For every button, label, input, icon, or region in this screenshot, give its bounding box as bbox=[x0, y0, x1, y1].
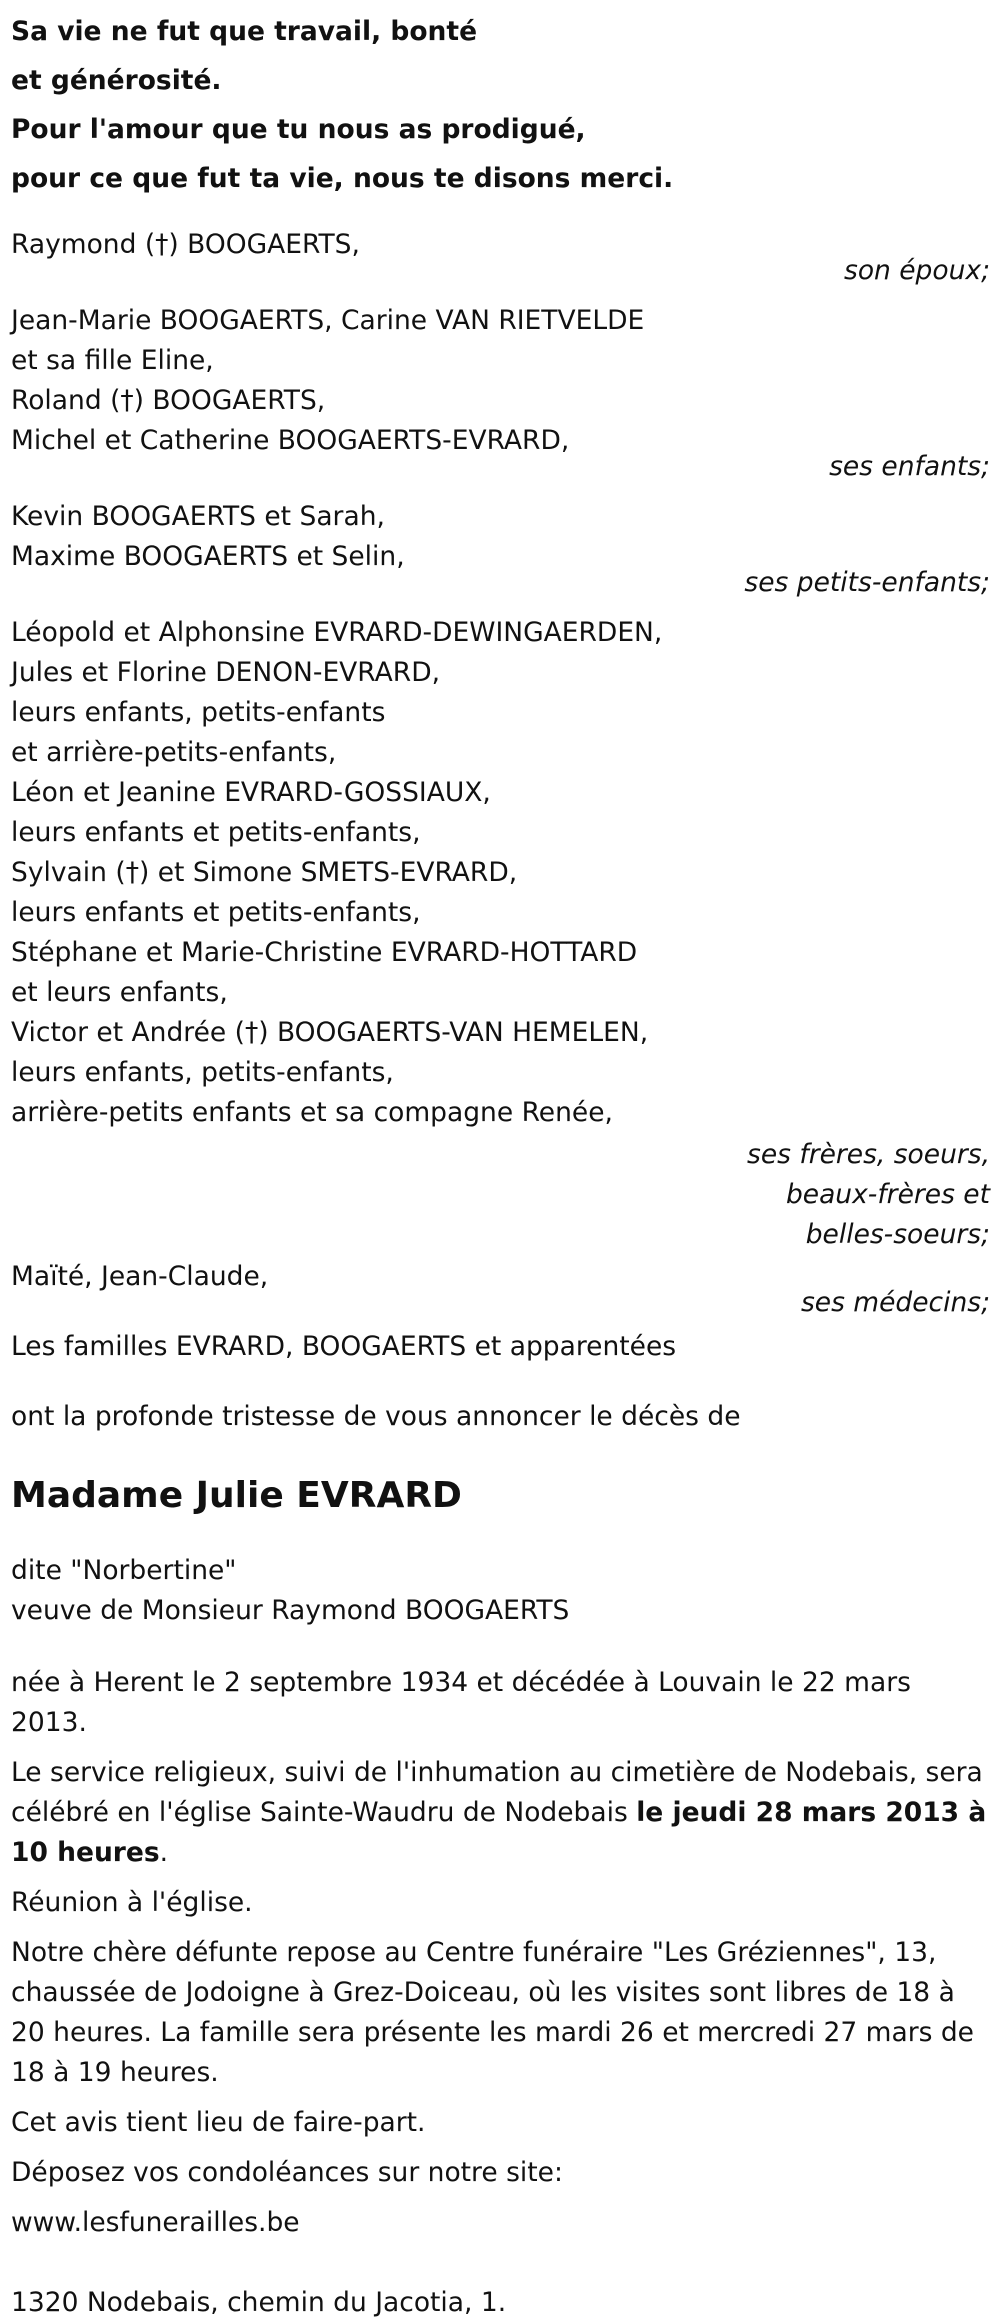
alias-line: dite "Norbertine" bbox=[11, 1555, 237, 1586]
website-link[interactable]: www.lesfunerailles.be bbox=[11, 2207, 300, 2238]
sibling-line: leurs enfants et petits-enfants, bbox=[11, 897, 421, 928]
child-line: Michel et Catherine BOOGAERTS-EVRARD, bbox=[11, 425, 570, 456]
quote-line: Pour l'amour que tu nous as prodigué, bbox=[11, 114, 586, 145]
widow-line: veuve de Monsieur Raymond BOOGAERTS bbox=[11, 1595, 570, 1626]
child-line: Jean-Marie BOOGAERTS, Carine VAN RIETVELDE bbox=[11, 305, 645, 336]
notice-line: Cet avis tient lieu de faire-part. bbox=[11, 2107, 426, 2138]
spouse-block bbox=[11, 225, 990, 291]
service-end: . bbox=[159, 1837, 169, 1868]
siblings-role: belles-soeurs; bbox=[805, 1219, 990, 1250]
deceased-name: Madame Julie EVRARD bbox=[11, 1475, 462, 1516]
sibling-line: et arrière-petits-enfants, bbox=[11, 737, 337, 768]
announcement-text: ont la profonde tristesse de vous annoncer le décès de bbox=[11, 1401, 741, 1432]
sibling-line: Léon et Jeanine EVRARD-GOSSIAUX, bbox=[11, 777, 491, 808]
grandchild-line: Kevin BOOGAERTS et Sarah, bbox=[11, 501, 385, 532]
siblings-role: ses frères, soeurs, bbox=[747, 1139, 990, 1170]
child-line: et sa fille Eline, bbox=[11, 345, 214, 376]
siblings-role: beaux-frères et bbox=[785, 1179, 990, 1210]
sibling-line: arrière-petits enfants et sa compagne Renée, bbox=[11, 1097, 613, 1128]
spouse-role: son époux; bbox=[844, 255, 990, 286]
birth-death-line: née à Herent le 2 septembre 1934 et décédée à Louvain le 22 mars 2013. bbox=[11, 1667, 911, 1738]
sibling-line: Victor et Andrée (†) BOOGAERTS-VAN HEMELEN, bbox=[11, 1017, 649, 1048]
sibling-line: Sylvain (†) et Simone SMETS-EVRARD, bbox=[11, 857, 518, 888]
quote-line: pour ce que fut ta vie, nous te disons merci. bbox=[11, 163, 674, 194]
families-line: Les familles EVRARD, BOOGAERTS et apparentées bbox=[11, 1331, 677, 1362]
grandchildren-role: ses petits-enfants; bbox=[744, 567, 990, 598]
sibling-line: Jules et Florine DENON-EVRARD, bbox=[11, 657, 441, 688]
sibling-line: Stéphane et Marie-Christine EVRARD-HOTTARD bbox=[11, 937, 638, 968]
siblings-block bbox=[11, 613, 990, 1255]
sibling-line: leurs enfants et petits-enfants, bbox=[11, 817, 421, 848]
children-role: ses enfants; bbox=[829, 451, 990, 482]
sibling-line: Léopold et Alphonsine EVRARD-DEWINGAERDEN, bbox=[11, 617, 663, 648]
sibling-line: leurs enfants, petits-enfants, bbox=[11, 1057, 394, 1088]
quote-line: et générosité. bbox=[11, 65, 222, 96]
service-text: Le service religieux, suivi de l'inhumation au cimetière de Nodebais, sera célébré en l'église Sainte-Waudru de Nodebais bbox=[11, 1757, 983, 1828]
doctors-role: ses médecins; bbox=[800, 1287, 990, 1318]
reunion-line: Réunion à l'église. bbox=[11, 1887, 253, 1918]
spouse-name: Raymond (†) BOOGAERTS, bbox=[11, 229, 360, 260]
sibling-line: leurs enfants, petits-enfants bbox=[11, 697, 386, 728]
visits-paragraph: Notre chère défunte repose au Centre funéraire "Les Gréziennes", 13, chaussée de Jodoigne à Grez-Doiceau, où les visites sont libres de 18 à 20 heures. La famille sera présente les mardi 26 et mercredi 27 mars de 18 à 19 heures. bbox=[11, 1937, 974, 2088]
child-line: Roland (†) BOOGAERTS, bbox=[11, 385, 326, 416]
epitaph-quote bbox=[11, 0, 990, 203]
service-paragraph bbox=[11, 1753, 990, 1873]
quote-line: Sa vie ne fut que travail, bonté bbox=[11, 16, 478, 47]
doctors-block bbox=[11, 1257, 990, 1323]
sibling-line: et leurs enfants, bbox=[11, 977, 228, 1008]
grandchild-line: Maxime BOOGAERTS et Selin, bbox=[11, 541, 405, 572]
condolences-line: Déposez vos condoléances sur notre site: bbox=[11, 2157, 563, 2188]
service-date: le jeudi 28 mars 2013 à 10 heures bbox=[11, 1797, 987, 1868]
doctors-names: Maïté, Jean-Claude, bbox=[11, 1261, 269, 1292]
children-block bbox=[11, 301, 990, 487]
address-line: 1320 Nodebais, chemin du Jacotia, 1. bbox=[11, 2287, 507, 2318]
grandchildren-block bbox=[11, 497, 990, 603]
